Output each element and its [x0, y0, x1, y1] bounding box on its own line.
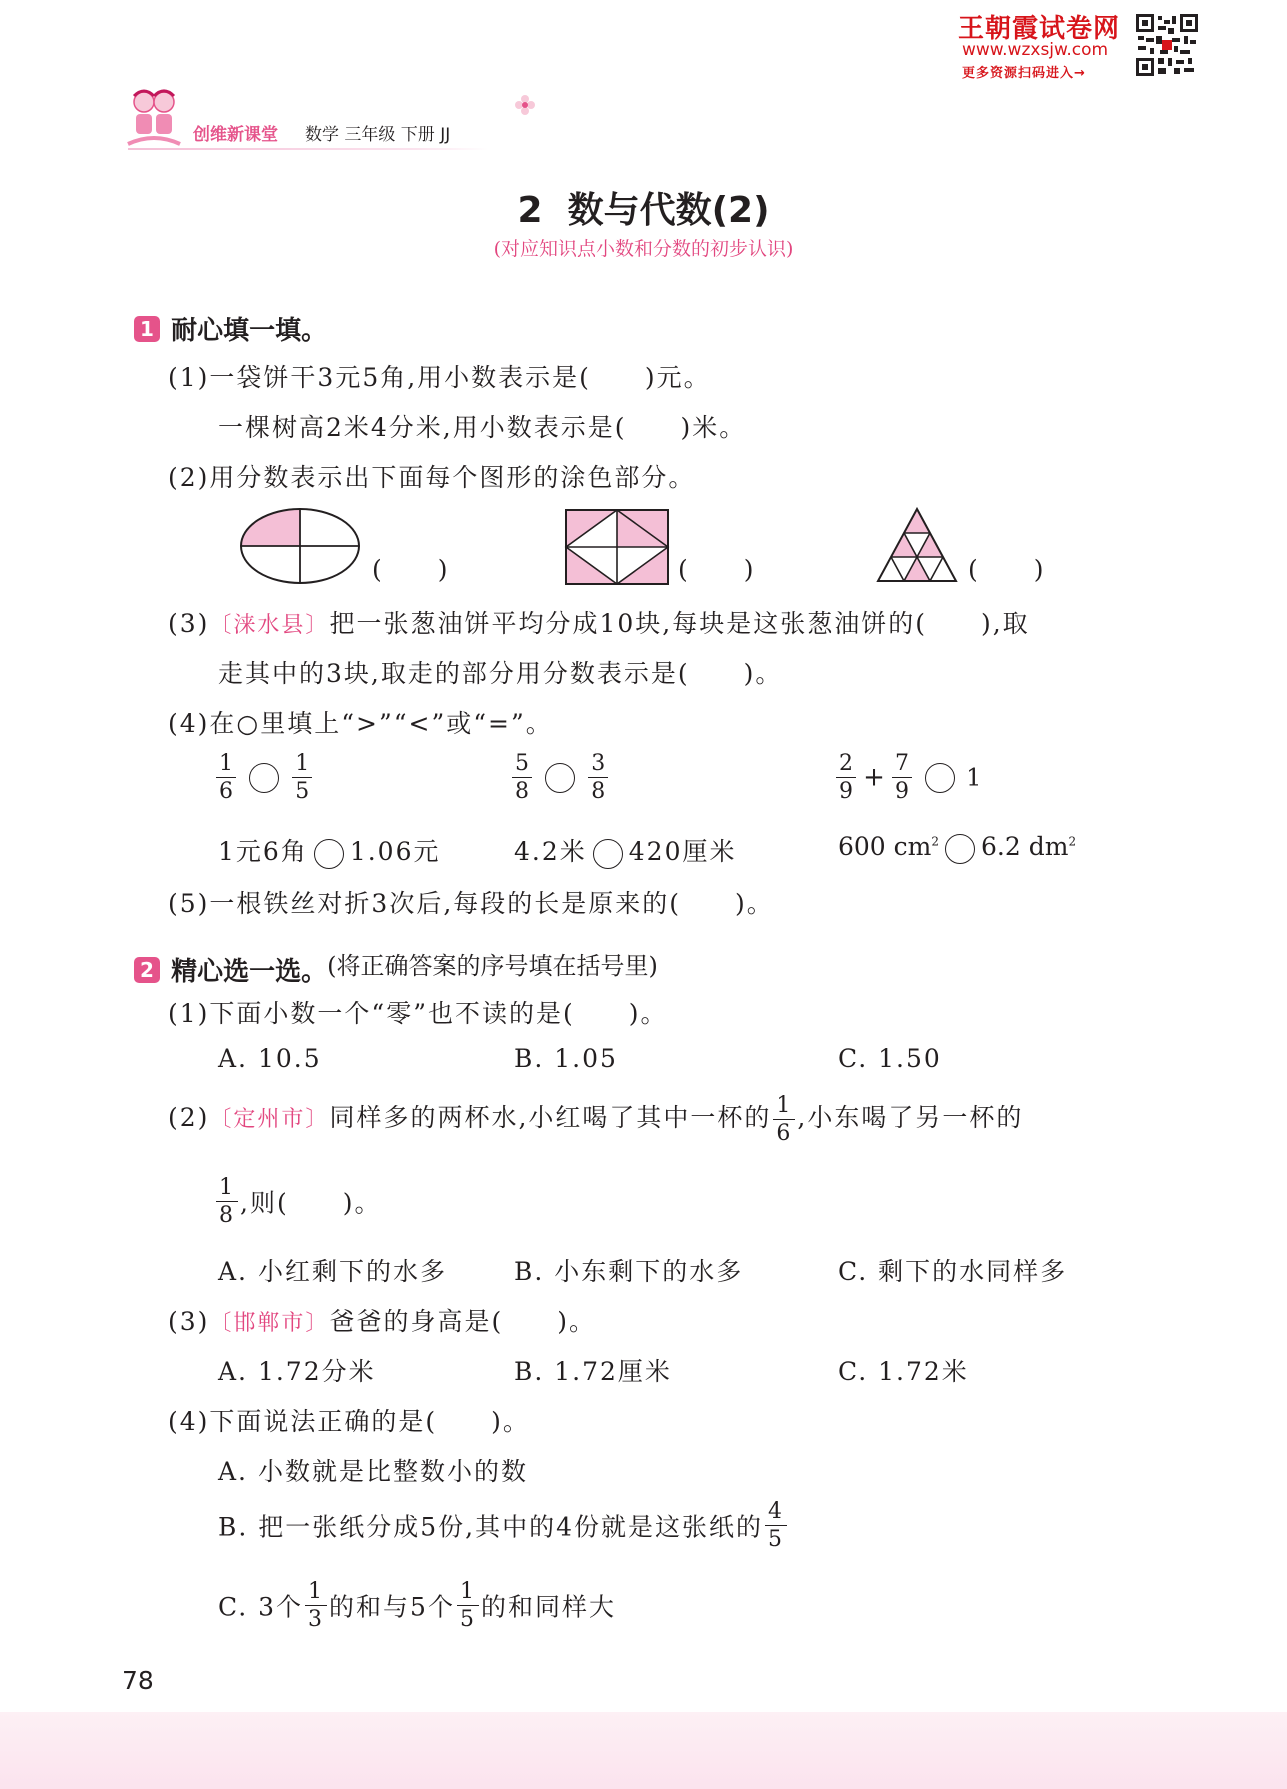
option-text: C. 3个 [218, 1592, 304, 1622]
option-text: B. 把一张纸分成5份,其中的4份就是这张纸的 [218, 1512, 764, 1542]
fraction: $\frac{1}{3}$ [305, 1580, 327, 1631]
option-c[interactable]: C. 剩下的水同样多 [838, 1257, 1068, 1286]
option-b[interactable]: B. 小东剩下的水多 [514, 1257, 744, 1286]
question-2-3 [168, 1302, 596, 1338]
fraction: $\frac{1}{8}$ [216, 1176, 238, 1227]
section-title: 耐心填一填。 [171, 316, 328, 346]
section-number: 1 [134, 316, 160, 342]
shaded-ellipse-figure [238, 506, 362, 586]
fraction: $\frac{4}{5}$ [765, 1500, 787, 1551]
compare-circle[interactable] [249, 763, 279, 793]
plus-sign: + [863, 762, 885, 793]
question-2-2-line2 [214, 1176, 381, 1227]
option-a[interactable]: A. 10.5 [218, 1044, 322, 1073]
question-number: (3) [168, 609, 210, 638]
answer-blank-shape-3[interactable]: ( ) [968, 555, 1046, 584]
option-b[interactable]: B. 1.05 [514, 1044, 618, 1073]
compare-right: 420厘米 [628, 837, 737, 866]
question-text: 爸爸的身高是( )。 [329, 1307, 596, 1336]
compare-circle[interactable] [314, 839, 344, 869]
section-1-header [134, 310, 327, 347]
compare-right: 1.06元 [349, 837, 441, 866]
fraction: $\frac{7}{9}$ [892, 752, 912, 803]
answer-blank-shape-1[interactable]: ( ) [372, 555, 450, 584]
compare-unit-2 [514, 832, 736, 869]
section-title: 精心选一选。 [171, 957, 328, 987]
option-a[interactable]: A. 1.72分米 [218, 1357, 376, 1386]
qr-code-icon[interactable] [1134, 12, 1200, 78]
brand-name: 王朝霞试卷网 [958, 14, 1121, 44]
footer-band [0, 1712, 1287, 1789]
option-c[interactable] [218, 1580, 616, 1631]
question-1-3 [168, 604, 1030, 640]
page-title: 2 数与代数(2) [517, 190, 770, 231]
question-2-2 [168, 1094, 1023, 1145]
region-tag: 〔涞水县〕 [209, 613, 330, 638]
question-number: (3) [168, 1307, 210, 1336]
flower-icon [512, 92, 538, 118]
option-b[interactable] [218, 1500, 789, 1551]
superscript: 2 [1068, 834, 1077, 849]
option-text: 的和同样大 [480, 1592, 616, 1622]
question-1-5: (5)一根铁丝对折3次后,每段的长是原来的( )。 [168, 889, 774, 918]
question-number: (2) [168, 1103, 210, 1133]
fraction: $\frac{1}{5}$ [457, 1580, 479, 1631]
question-1-3-line2: 走其中的3块,取走的部分用分数表示是( )。 [218, 659, 783, 688]
fraction: $\frac{5}{8}$ [512, 752, 532, 803]
compare-unit-3 [838, 832, 1076, 864]
option-b[interactable]: B. 1.72厘米 [514, 1357, 672, 1386]
shaded-square-figure [564, 508, 670, 586]
option-c[interactable]: C. 1.72米 [838, 1357, 969, 1386]
question-1-1a: (1)一袋饼干3元5角,用小数表示是( )元。 [168, 363, 711, 392]
compare-item-3 [834, 752, 981, 803]
question-text: 同样多的两杯水,小红喝了其中一杯的 [329, 1103, 772, 1133]
compare-circle[interactable] [925, 763, 955, 793]
fraction: $\frac{3}{8}$ [588, 752, 608, 803]
compare-unit-1 [218, 832, 440, 869]
region-tag: 〔定州市〕 [209, 1107, 330, 1133]
header-divider [128, 148, 488, 150]
fraction: $\frac{1}{6}$ [216, 752, 236, 803]
shaded-triangle-figure [874, 506, 960, 586]
section-number: 2 [134, 957, 160, 983]
option-a[interactable]: A. 小数就是比整数小的数 [218, 1457, 528, 1486]
answer-blank-shape-2[interactable]: ( ) [678, 555, 756, 584]
page-number: 78 [122, 1666, 154, 1695]
question-text: 把一张葱油饼平均分成10块,每块是这张葱油饼的( ),取 [329, 609, 1030, 638]
compare-circle[interactable] [545, 763, 575, 793]
fraction: $\frac{2}{9}$ [836, 752, 856, 803]
question-1-4: (4)在○里填上“>”“<”或“=”。 [168, 709, 553, 738]
region-tag: 〔邯郸市〕 [209, 1311, 330, 1336]
option-a[interactable]: A. 小红剩下的水多 [218, 1257, 447, 1286]
scan-hint: 更多资源扫码进入→ [962, 66, 1086, 81]
compare-circle[interactable] [945, 834, 975, 864]
question-text: ,小东喝了另一杯的 [797, 1103, 1024, 1133]
compare-item-1 [214, 752, 314, 803]
question-1-1b: 一棵树高2米4分米,用小数表示是( )米。 [218, 413, 747, 442]
question-1-2: (2)用分数表示出下面每个图形的涂色部分。 [168, 463, 696, 492]
option-c[interactable]: C. 1.50 [838, 1044, 942, 1073]
subject-info: 数学 三年级 下册 JJ [305, 125, 451, 145]
option-text: 的和与5个 [329, 1592, 455, 1622]
question-2-1: (1)下面小数一个“零”也不读的是( )。 [168, 999, 668, 1028]
compare-circle[interactable] [593, 839, 623, 869]
compare-left: 4.2米 [514, 837, 587, 866]
compare-item-2 [510, 752, 610, 803]
section-2-header [134, 946, 658, 988]
fraction: $\frac{1}{5}$ [292, 752, 312, 803]
compare-left: 1元6角 [218, 837, 308, 866]
page-subtitle: (对应知识点小数和分数的初步认识) [493, 238, 794, 260]
superscript: 2 [931, 834, 940, 849]
compare-left: 600 cm [838, 832, 932, 861]
kids-mascot-icon [124, 88, 184, 152]
question-text: ,则( )。 [240, 1188, 382, 1218]
question-2-4: (4)下面说法正确的是( )。 [168, 1407, 530, 1436]
fraction: $\frac{1}{6}$ [773, 1094, 795, 1145]
brand-url[interactable]: www.wzxsjw.com [962, 40, 1109, 60]
rhs-value: 1 [966, 763, 982, 792]
section-subtitle: (将正确答案的序号填在括号里) [327, 952, 658, 980]
compare-right: 6.2 dm [981, 832, 1069, 861]
series-name: 创维新课堂 [193, 125, 278, 145]
